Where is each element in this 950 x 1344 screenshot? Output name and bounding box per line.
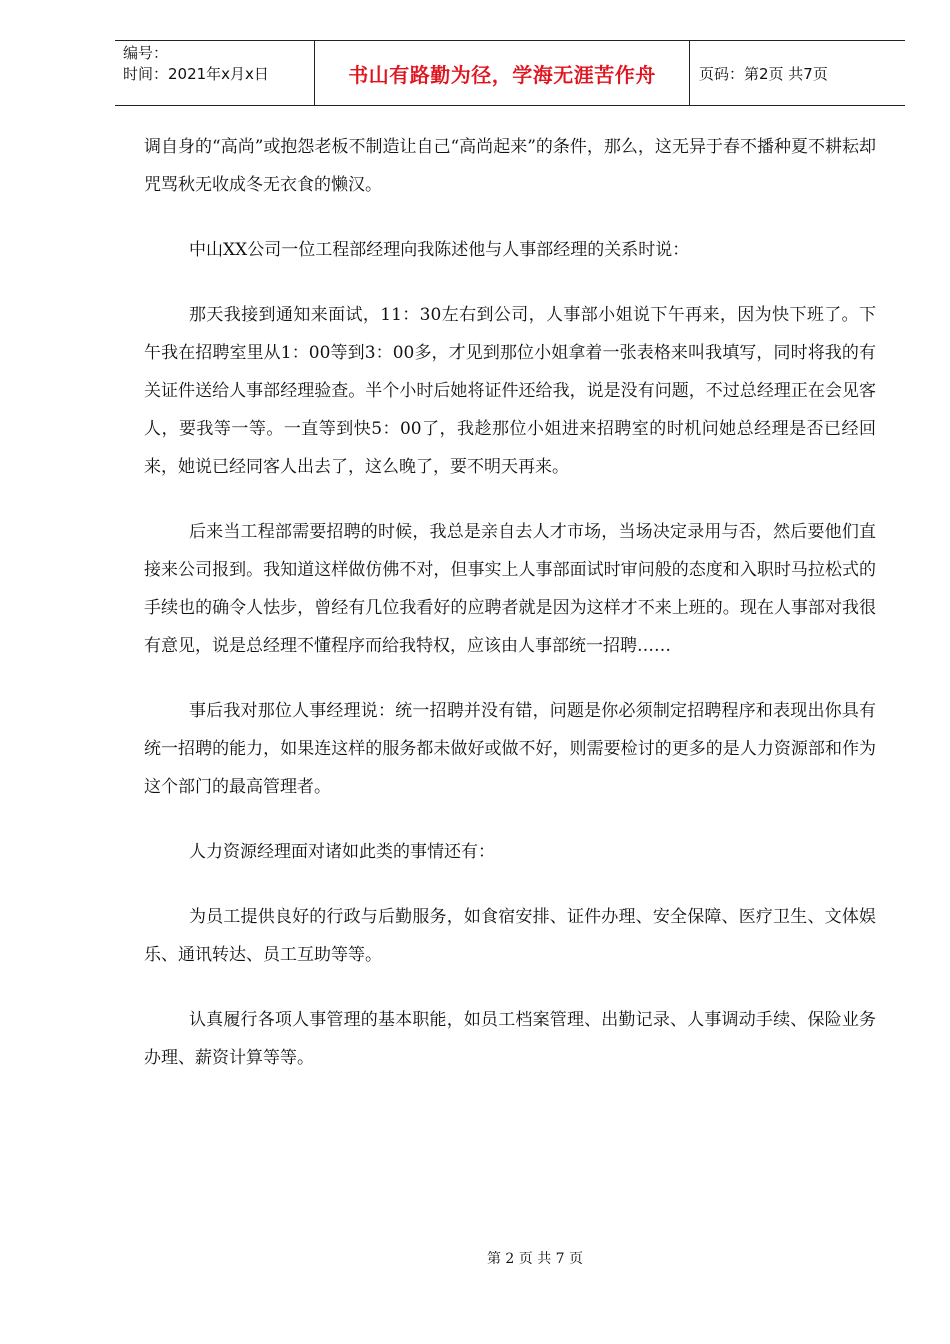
paragraph: 事后我对那位人事经理说：统一招聘并没有错，问题是你必须制定招聘程序和表现出你具有统一招聘的能力，如果连这样的服务都未做好或做不好，则需要检讨的更多的是人力资源部和作为这个部门的最高管理者。 — [144, 701, 876, 797]
document-header — [115, 40, 905, 106]
paragraph: 认真履行各项人事管理的基本职能，如员工档案管理、出勤记录、人事调动手续、保险业务办理、薪资计算等等。 — [144, 1010, 876, 1068]
header-page-info-cell — [690, 41, 905, 105]
serial-number-label: 编号： — [123, 44, 169, 62]
paragraph: 人力资源经理面对诸如此类的事情还有： — [189, 842, 495, 862]
date-label: 时间：2021年x月x日 — [123, 65, 269, 83]
header-meta — [115, 41, 315, 105]
paragraph: 为员工提供良好的行政与后勤服务，如食宿安排、证件办理、安全保障、医疗卫生、文体娱乐、通讯转达、员工互助等等。 — [144, 907, 876, 965]
paragraph: 后来当工程部需要招聘的时候，我总是亲自去人才市场，当场决定录用与否，然后要他们直接来公司报到。我知道这样做仿佛不对，但事实上人事部面试时审问般的态度和入职时马拉松式的手续也的确令人怯步，曾经有几位我看好的应聘者就是因为这样才不来上班的。现在人事部对我很有意见，说是总经理不懂程序而给我特权，应该由人事部统一招聘…… — [144, 522, 876, 656]
header-motto: 书山有路勤为径，学海无涯苦作舟 — [348, 62, 656, 87]
paragraph: 调自身的“高尚”或抱怨老板不制造让自己“高尚起来”的条件，那么，这无异于春不播种夏不耕耘却咒骂秋无收成冬无衣食的懒汉。 — [144, 137, 876, 195]
footer-page-number: 第 2 页 共 7 页 — [486, 1251, 584, 1267]
paragraph: 中山XX公司一位工程部经理向我陈述他与人事部经理的关系时说： — [189, 240, 690, 260]
paragraph: 那天我接到通知来面试，11：30左右到公司，人事部小姐说下午再来，因为快下班了。下午我在招聘室里从1：00等到3：00多，才见到那位小姐拿着一张表格来叫我填写，同时将我的有关证件送给人事部经理验查。半个小时后她将证件还给我，说是没有问题，不过总经理正在会见客人，要我等一等。一直等到快5：00了，我趁那位小姐进来招聘室的时机问她总经理是否已经回来，她说已经同客人出去了，这么晚了，要不明天再来。 — [144, 305, 876, 477]
header-motto-cell — [315, 41, 690, 105]
document-body — [144, 128, 876, 1104]
page-footer — [0, 1248, 950, 1268]
header-page-info: 页码：第2页 共7页 — [699, 64, 828, 83]
